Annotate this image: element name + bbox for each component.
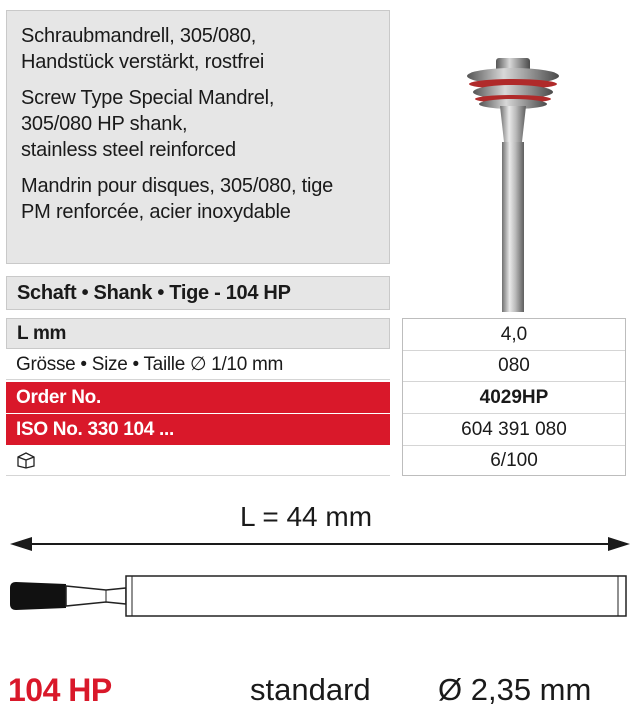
shank-drawing <box>6 568 634 628</box>
length-dimension: L = 44 mm <box>240 501 373 532</box>
dimension-arrow <box>8 534 632 554</box>
value-column <box>402 318 626 476</box>
value-pack: 6/100 <box>490 450 538 471</box>
value-order-no: 4029HP <box>403 382 625 414</box>
row-pack <box>6 445 390 476</box>
package-box-icon <box>16 451 36 469</box>
description-fr: Mandrin pour disques, 305/080, tige PM renforcée, acier inoxydable <box>21 175 334 223</box>
value-length: 4,0 <box>403 319 625 351</box>
product-code: 104 HP <box>8 672 112 708</box>
row-label: Order No. <box>16 387 101 408</box>
value-size: 080 <box>403 350 625 382</box>
row-size <box>6 349 390 380</box>
description-en: Screw Type Special Mandrel, 305/080 HP shank, stainless steel reinforced <box>21 87 275 161</box>
mandrel-image <box>440 42 590 312</box>
row-length <box>6 318 390 349</box>
row-order-no <box>6 382 390 413</box>
row-label: Grösse • Size • Taille ∅ 1/10 mm <box>16 354 283 375</box>
description-box <box>6 10 390 264</box>
shank-title: Schaft • Shank • Tige - 104 HP <box>6 276 390 310</box>
description-de: Schraubmandrell, 305/080, Handstück verstärkt, rostfrei <box>21 25 265 73</box>
shank-diameter: Ø 2,35 mm <box>438 672 592 707</box>
row-label: L mm <box>17 323 67 344</box>
row-label: ISO No. 330 104 ... <box>16 419 174 440</box>
shank-type: standard <box>250 672 371 707</box>
row-iso-no <box>6 414 390 445</box>
value-iso-no: 604 391 080 <box>403 414 625 446</box>
